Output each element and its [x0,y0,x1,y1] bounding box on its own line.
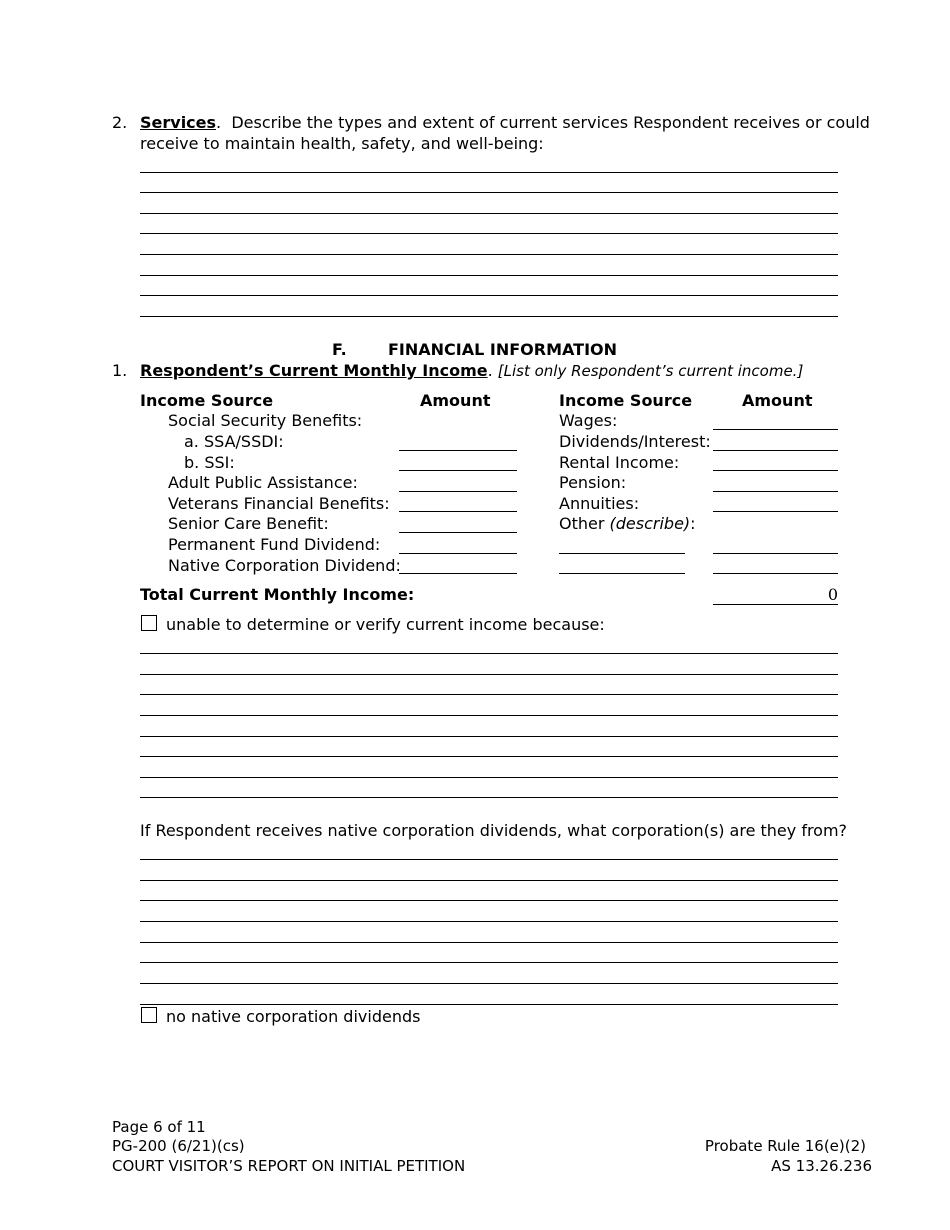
income-source-native-corporation: Native Corporation Dividend: [168,556,401,575]
answer-line[interactable] [140,316,838,317]
answer-line[interactable] [140,736,838,737]
answer-line[interactable] [140,756,838,757]
answer-line[interactable] [140,674,838,675]
income-source-social-security: Social Security Benefits: [168,411,363,430]
income-source-dividends-interest: Dividends/Interest: [559,432,711,451]
footer-form-title: COURT VISITOR’S REPORT ON INITIAL PETITION [112,1157,466,1175]
amount-field-ssa-ssdi[interactable] [399,450,517,451]
answer-line[interactable] [140,983,838,984]
header-amount-left: Amount [420,391,491,410]
amount-field-other[interactable] [713,553,838,554]
income-number: 1. [112,361,128,380]
answer-line[interactable] [140,777,838,778]
other-describe-field[interactable] [559,573,685,574]
answer-line[interactable] [140,880,838,881]
header-income-source-right: Income Source [559,391,693,410]
income-source-wages: Wages: [559,411,618,430]
services-number: 2. [112,113,128,132]
answer-line[interactable] [140,962,838,963]
income-source-adult-public-assistance: Adult Public Assistance: [168,473,358,492]
services-text-line2: receive to maintain health, safety, and well-being: [140,134,544,153]
amount-field-veterans[interactable] [399,511,517,512]
income-source-senior-care: Senior Care Benefit: [168,514,329,533]
answer-line[interactable] [140,275,838,276]
amount-field-pension[interactable] [713,491,838,492]
amount-field-native-corporation[interactable] [399,573,517,574]
unable-to-determine-checkbox[interactable] [141,615,157,631]
header-amount-right: Amount [742,391,813,410]
footer-probate-rule: Probate Rule 16(e)(2) [704,1137,866,1155]
answer-line[interactable] [140,295,838,296]
amount-field-rental[interactable] [713,470,838,471]
answer-line[interactable] [140,859,838,860]
amount-field-annuities[interactable] [713,511,838,512]
amount-field-adult-public-assistance[interactable] [399,491,517,492]
section-f-title: FINANCIAL INFORMATION [388,340,618,359]
answer-line[interactable] [140,172,838,173]
native-corporation-question: If Respondent receives native corporation dividends, what corporation(s) are they from? [140,821,848,840]
amount-field-dividends-interest[interactable] [713,450,838,451]
income-heading: Respondent’s Current Monthly Income. [List only Respondent’s current income.] [140,361,804,380]
total-income-value: 0 [827,585,838,604]
answer-line[interactable] [140,233,838,234]
answer-line[interactable] [140,921,838,922]
answer-line[interactable] [140,797,838,798]
services-title: Services [140,113,217,132]
amount-field-other[interactable] [713,573,838,574]
footer-page-number: Page 6 of 11 [112,1118,206,1136]
services-text-line1: Describe the types and extent of current services Respondent receives or could [231,113,870,132]
income-title: Respondent’s Current Monthly Income [140,361,488,380]
services-paragraph: Services. Describe the types and extent of current services Respondent receives or could [140,113,870,132]
income-note: [List only Respondent’s current income.] [497,362,804,380]
answer-line[interactable] [140,254,838,255]
unable-to-determine-label: unable to determine or verify current income because: [166,615,605,634]
footer-form-number: PG-200 (6/21)(cs) [112,1137,245,1155]
amount-field-ssi[interactable] [399,470,517,471]
section-f-letter: F. [332,340,347,359]
other-describe-field[interactable] [559,553,685,554]
income-source-veterans: Veterans Financial Benefits: [168,494,390,513]
answer-line[interactable] [140,1004,838,1005]
answer-line[interactable] [140,694,838,695]
answer-line[interactable] [140,653,838,654]
income-source-pension: Pension: [559,473,627,492]
income-source-ssa-ssdi: a. SSA/SSDI: [184,432,284,451]
income-source-other: Other (describe): [559,514,696,533]
answer-line[interactable] [140,715,838,716]
header-income-source-left: Income Source [140,391,274,410]
amount-field-senior-care[interactable] [399,532,517,533]
income-source-ssi: b. SSI: [184,453,235,472]
total-income-field[interactable] [713,604,838,605]
answer-line[interactable] [140,213,838,214]
total-income-label: Total Current Monthly Income: [140,585,415,604]
answer-line[interactable] [140,900,838,901]
amount-field-wages[interactable] [713,429,838,430]
no-native-dividends-label: no native corporation dividends [166,1007,421,1026]
answer-line[interactable] [140,942,838,943]
footer-statute: AS 13.26.236 [771,1157,872,1175]
no-native-dividends-checkbox[interactable] [141,1007,157,1023]
income-source-rental: Rental Income: [559,453,680,472]
income-source-annuities: Annuities: [559,494,640,513]
income-source-permanent-fund: Permanent Fund Dividend: [168,535,381,554]
answer-line[interactable] [140,192,838,193]
amount-field-permanent-fund[interactable] [399,553,517,554]
